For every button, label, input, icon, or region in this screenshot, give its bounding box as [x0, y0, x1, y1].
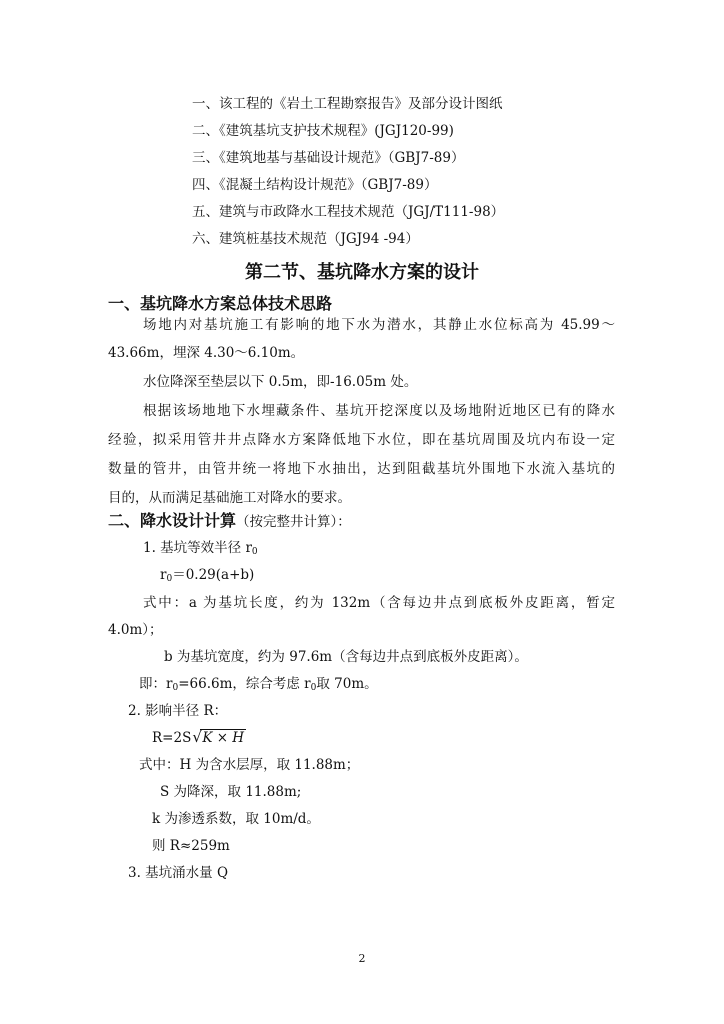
formula1-subscript: 0 [166, 574, 173, 584]
reference-item-3: 三、《建筑地基与基础设计规范》（GBJ7-89） [192, 150, 465, 166]
formula1-r: r [160, 567, 167, 583]
result-equivalent-radius [139, 676, 378, 696]
heading-part2-note: （按完整井计算）： [236, 514, 351, 530]
reference-item-2: 二、《建筑基坑支护技术规程》(JGJ120-99) [192, 123, 454, 139]
definition-s: S 为降深，取 11.88m; [160, 784, 302, 800]
formula2-lhs: R=2S [152, 730, 192, 746]
definition-a-line1: 式中：a 为基坑长度，约为 132m（含每边井点到底板外皮距离，暂定 [143, 595, 615, 611]
page-number: 2 [358, 952, 366, 965]
part1-paragraph3-line2: 经验，拟采用管井井点降水方案降低地下水位，即在基坑周围及坑内布设一定 [108, 432, 615, 448]
result1-part-a: 即：r [139, 676, 173, 692]
definition-a-line2: 4.0m）； [108, 622, 163, 638]
definition-b: b 为基坑宽度，约为 97.6m（含每边井点到底板外皮距离）。 [164, 649, 528, 665]
part1-paragraph2: 水位降深至垫层以下 0.5m，即-16.05m 处。 [143, 374, 418, 390]
formula-equivalent-radius [160, 567, 254, 587]
heading-part2 [108, 511, 351, 532]
part1-paragraph3-line1: 根据该场地地下水埋藏条件、基坑开挖深度以及场地附近地区已有的降水 [143, 403, 615, 419]
result1-part-b: =66.6m，综合考虑 r [178, 676, 311, 692]
formula1-rest: ＝0.29(a+b) [172, 567, 255, 583]
definition-h: 式中：H 为含水层厚，取 11.88m； [139, 757, 360, 773]
result1-subscript-1: 0 [172, 683, 179, 693]
formula2-radicand: K × H [202, 730, 245, 746]
heading-part2-text: 二、降水设计计算 [108, 511, 237, 530]
square-root-sign: √ K × H [192, 728, 245, 746]
calc-item-3: 3. 基坑涌水量 Q [128, 865, 229, 881]
part1-paragraph1-line1: 场地内对基坑施工有影响的地下水为潜水，其静止水位标高为 45.99～ [143, 317, 615, 333]
reference-item-6: 六、建筑桩基技术规范（JGJ94 -94） [192, 231, 419, 247]
calc-item-1-subscript: 0 [251, 547, 258, 557]
definition-k: k 为渗透系数，取 10m/d。 [152, 811, 320, 827]
part1-paragraph1-line2: 43.66m，埋深 4.30～6.10m。 [108, 345, 305, 361]
reference-item-5: 五、建筑与市政降水工程技术规范（JGJ/T111-98） [192, 204, 505, 220]
result1-subscript-2: 0 [310, 683, 317, 693]
reference-item-1: 一、该工程的《岩土工程勘察报告》及部分设计图纸 [192, 96, 503, 112]
calc-item-1 [143, 540, 258, 560]
part1-paragraph3-line4: 目的，从而满足基础施工对降水的要求。 [108, 490, 351, 506]
formula-influence-radius [152, 730, 246, 746]
heading-part1: 一、基坑降水方案总体技术思路 [108, 294, 333, 313]
result-influence-radius: 则 R≈259m [152, 838, 230, 854]
result1-part-c: 取 70m。 [316, 676, 378, 692]
calc-item-2: 2. 影响半径 R： [128, 703, 228, 719]
reference-item-4: 四、《混凝土结构设计规范》（GBJ7-89） [192, 177, 438, 193]
part1-paragraph3-line3: 数量的管井，由管井统一将地下水抽出，达到阻截基坑外围地下水流入基坑的 [108, 461, 615, 477]
calc-item-1-text: 1. 基坑等效半径 r [143, 540, 252, 556]
section-title: 第二节、基坑降水方案的设计 [245, 262, 479, 283]
